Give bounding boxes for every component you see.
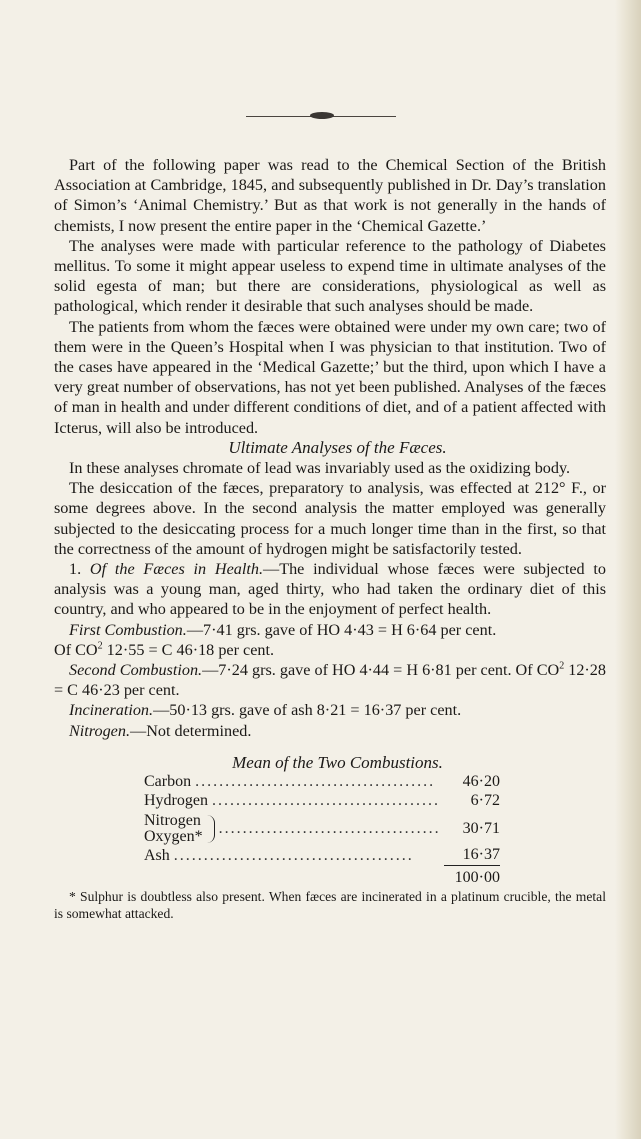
table-row-hydrogen xyxy=(144,792,500,811)
article-body xyxy=(54,155,606,922)
nitrogen-label: Nitrogen. xyxy=(69,721,131,740)
second-combustion xyxy=(54,660,606,700)
health-text: —The individual whose fæces were subjected to analysis was a young man, aged thirty, who had taken the ordinary diet of this country, and who appeared to be in the enjoyment of perfect health. xyxy=(54,560,607,619)
nitrogen-row-label: Nitrogen xyxy=(144,812,201,830)
method-paragraph: In these analyses chromate of lead was invariably used as the oxidizing body. xyxy=(69,459,571,478)
carbon-label: Carbon xyxy=(144,772,192,790)
carbon-value: 46·20 xyxy=(462,772,500,790)
intro-paragraph-3: The patients from whom the fæces were obtained were under my own care; two of them were in the Queen’s Hospital when I was physician to that institution. Two of the cases have appeared in the ‘Medical Gazette;’ but the third, upon which I have a very great number of observations, has not yet been published. Analyses of the fæces of man in health and under different conditions of diet, and of a patient affected with Icterus, will also be introduced. xyxy=(54,317,606,437)
health-number: 1. xyxy=(69,560,90,579)
ash-value: 16·37 xyxy=(444,845,500,866)
oxygen-row-label: Oxygen* xyxy=(144,828,203,846)
intro-paragraph-2: The analyses were made with particular reference to the pathology of Diabetes mellitus. To some it might appear useless to expend time in ultimate analyses of the solid egesta of man; but there are considerations, physiological as well as pathological, which render it desirable that such analyses should be made. xyxy=(54,236,606,316)
table-row-nitrogen-oxygen xyxy=(144,811,500,847)
first-combustion xyxy=(54,620,606,640)
leader-dots xyxy=(212,791,440,811)
second-combustion-label: Second Combustion. xyxy=(69,661,203,680)
brace-mark xyxy=(206,815,215,843)
mean-heading: Mean of the Two Combustions. xyxy=(232,752,443,772)
total-value: 100·00 xyxy=(454,868,500,886)
first-combustion-text: —7·41 grs. gave of HO 4·43 = H 6·64 per cent. xyxy=(186,620,497,639)
table-row-ash xyxy=(144,847,500,866)
first-combustion-label: First Combustion. xyxy=(69,620,187,639)
intro-paragraph-1: Part of the following paper was read to the Chemical Section of the British Association at Cambridge, 1845, and subsequently published in Dr. Day’s translation of Simon’s ‘Animal Chemistry.’ But as that work is not generally in the hands of chemists, I now present the entire paper in the ‘Chemical Gazette.’ xyxy=(54,156,606,235)
desiccation-paragraph: The desiccation of the fæces, preparatory to analysis, was effected at 212° F., or some degrees above. In the second analysis the matter employed was generally subjected to the desiccating process for a much longer time than in the first, so that the correctness of the amount of hydrogen might be satisfactorily tested. xyxy=(54,479,606,558)
health-title: Of the Fæces in Health. xyxy=(89,560,264,579)
mean-table xyxy=(144,773,500,888)
second-combustion-result: 12·28 = C 46·23 per cent. xyxy=(54,661,606,700)
nitrogen-note xyxy=(54,721,606,741)
incineration-text: —50·13 grs. gave of ash 8·21 = 16·37 per cent. xyxy=(153,701,462,720)
co2-superscript: 2 xyxy=(97,640,103,652)
second-co2-superscript: 2 xyxy=(559,660,565,672)
footnote: * Sulphur is doubtless also present. When fæces are incinerated in a platinum crucible, the metal is somewhat attacked. xyxy=(54,889,606,922)
ash-label: Ash xyxy=(144,846,170,864)
hydrogen-label: Hydrogen xyxy=(144,791,208,809)
leader-dots xyxy=(195,772,440,792)
incineration-label: Incineration. xyxy=(69,701,154,720)
brace-labels xyxy=(144,813,203,845)
top-ornament-mark xyxy=(310,112,334,119)
leader-dots xyxy=(219,819,440,839)
section-heading: Ultimate Analyses of the Fæces. xyxy=(228,437,447,457)
table-row-carbon xyxy=(144,773,500,792)
nitrogen-text: —Not determined. xyxy=(130,721,252,740)
health-paragraph xyxy=(54,559,606,620)
table-row-total xyxy=(144,866,500,888)
incineration xyxy=(54,700,606,720)
hydrogen-value: 6·72 xyxy=(470,791,500,809)
first-combustion-co2 xyxy=(54,640,606,660)
co2-text: Of CO xyxy=(54,640,98,659)
nitrogen-oxygen-value: 30·71 xyxy=(462,819,500,837)
page-edge-shadow xyxy=(615,0,641,1139)
second-combustion-text: —7·24 grs. gave of HO 4·44 = H 6·81 per cent. Of CO xyxy=(202,661,560,680)
co2-result: 12·55 = C 46·18 per cent. xyxy=(102,640,275,659)
leader-dots xyxy=(174,846,440,866)
